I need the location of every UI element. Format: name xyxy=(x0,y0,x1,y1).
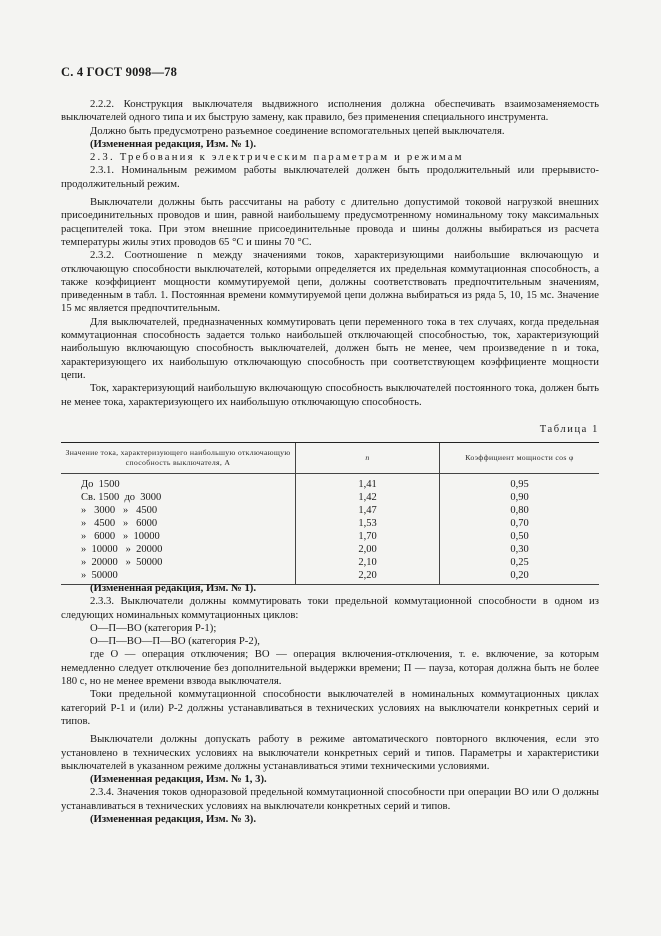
paragraph: 2.3.2. Соотношение n между значениями токов, характеризующими наибольшие включающую и отключающую способности выключателей, которыми определяется их предельная коммутационная способность, а также коэффициент мощности коммутируемой цепи, должны соответствовать предпочтительным значениям, приведенным в табл. 1. Постоянная времени коммутируемой цепи должна выбираться из ряда 5, 10, 15 мс. Значение 15 мс является предпочтительным. xyxy=(61,249,599,315)
page-header: С. 4 ГОСТ 9098—78 xyxy=(61,65,178,79)
paragraph: О—П—ВО (категория Р-1); xyxy=(90,621,217,634)
section-heading: 2.3. Требования к электрическим параметрам и режимам xyxy=(90,151,464,164)
paragraph: где О — операция отключения; ВО — операция включения-отключения, т. е. включение, за которым немедленно следует отключение без дополнительной выдержки времени; П — пауза, которая должна быть не более 180 с, но не менее времени взвода выключателя. xyxy=(61,648,599,688)
cell-current-range: » 3000 » 4500 xyxy=(81,505,158,516)
amendment-note: (Измененная редакция, Изм. № 1). xyxy=(90,582,257,594)
cell-current-range: » 6000 » 10000 xyxy=(81,531,160,542)
cell-current-range: » 10000 » 20000 xyxy=(81,544,163,555)
header-current: Значение тока, характеризующего наибольшую отключающую способность выключателя, А xyxy=(61,443,296,474)
amendment-note: (Измененная редакция, Изм. № 1). xyxy=(90,137,257,150)
paragraph: О—П—ВО—П—ВО (категория Р-2), xyxy=(90,635,260,648)
cell-current-range: » 4500 » 6000 xyxy=(81,518,158,529)
cell-cos: 0,50 xyxy=(440,530,600,543)
table-row xyxy=(61,517,599,530)
amendment-note: (Измененная редакция, Изм. № 1, 3). xyxy=(90,773,267,786)
cell-current-range: » 20000 » 50000 xyxy=(81,557,163,568)
cell-cos: 0,30 xyxy=(440,543,600,556)
paragraph: Ток, характеризующий наибольшую включающую способность выключателей постоянного тока, должен быть не менее тока, характеризующего их наибольшую отключающую способность. xyxy=(61,382,599,408)
table-1 xyxy=(61,442,599,585)
cell-n: 1,70 xyxy=(296,530,440,543)
table-caption: Таблица 1 xyxy=(539,424,599,435)
header-cos: Коэффициент мощности cos φ xyxy=(440,443,600,474)
cell-cos: 0,25 xyxy=(440,556,600,569)
cell-cos: 0,80 xyxy=(440,504,600,517)
table-header-row xyxy=(61,443,599,474)
paragraph: Для выключателей, предназначенных коммутировать цепи переменного тока в тех случаях, когда предельная коммутационная способность задается только наибольшей отключающей способностью, ток, характеризующий наибольшую включающую способность выключателей, должен быть не менее, чем произведение n и тока, характеризующего их наибольшую отключающую способность при соответствующем коэффициенте мощности цепи. xyxy=(61,315,599,381)
text-block-top xyxy=(61,98,599,409)
cell-cos: 0,20 xyxy=(440,569,600,585)
paragraph: Токи предельной коммутационной способности выключателей в номинальных коммутационных циклах категорий Р-1 и (или) Р-2 должны устанавливаться в технических условиях на выключатели конкретных серий и типов. xyxy=(61,688,599,727)
cell-current-range: До 1500 xyxy=(81,479,120,490)
cell-n: 1,41 xyxy=(296,474,440,492)
paragraph: Выключатели должны допускать работу в режиме автоматического повторного включения, если это установлено в технических условиях на выключатели конкретных серий и типов. Параметры и характеристики выключателей в указанном режиме должны устанавливаться этими техническими условиями. xyxy=(61,733,599,772)
text-block-bottom xyxy=(61,582,599,826)
cell-cos: 0,95 xyxy=(440,474,600,492)
cell-cos: 0,90 xyxy=(440,491,600,504)
table-row xyxy=(61,491,599,504)
header-n: n xyxy=(296,443,440,474)
cell-n: 2,10 xyxy=(296,556,440,569)
cell-cos: 0,70 xyxy=(440,517,600,530)
cell-current-range: Св. 1500 до 3000 xyxy=(81,492,162,503)
table-row xyxy=(61,530,599,543)
table-body xyxy=(61,474,599,585)
table-row xyxy=(61,504,599,517)
cell-n: 2,00 xyxy=(296,543,440,556)
amendment-note: (Измененная редакция, Изм. № 3). xyxy=(90,813,257,826)
paragraph: 2.3.3. Выключатели должны коммутировать токи предельной коммутационной способности в одном из следующих номинальных коммутационных циклов: xyxy=(61,595,599,621)
cell-n: 1,53 xyxy=(296,517,440,530)
cell-n: 1,42 xyxy=(296,491,440,504)
paragraph: Выключатели должны быть рассчитаны на работу с длительно допустимой токовой нагрузкой внешних присоединительных проводов и шин, равной наибольшему предусмотренному номинальному току максимальных расцепителей тока. При этом внешние присоединительные провода и шины должны выбираться из расчета температуры жилы этих проводов 65 °С и шины 70 °С. xyxy=(61,196,599,248)
paragraph: 2.3.4. Значения токов одноразовой предельной коммутационной способности при операции ВО или О должны устанавливаться в технических условиях на выключатели конкретных серий и типов. xyxy=(61,786,599,812)
cell-current-range: » 50000 xyxy=(61,569,296,585)
paragraph: 2.3.1. Номинальным режимом работы выключателей должен быть продолжительный или прерывисто-продолжительный режим. xyxy=(61,164,599,190)
cell-n: 1,47 xyxy=(296,504,440,517)
table-row xyxy=(61,543,599,556)
table-row xyxy=(61,556,599,569)
paragraph: 2.2.2. Конструкция выключателя выдвижного исполнения должна обеспечивать взаимозаменяемость выключателей одного типа и их быструю замену, как правило, без применения специального инструмента. xyxy=(61,98,599,124)
table-row xyxy=(61,474,599,492)
cell-n: 2,20 xyxy=(296,569,440,585)
paragraph: Должно быть предусмотрено разъемное соединение вспомогательных цепей выключателя. xyxy=(90,124,505,137)
